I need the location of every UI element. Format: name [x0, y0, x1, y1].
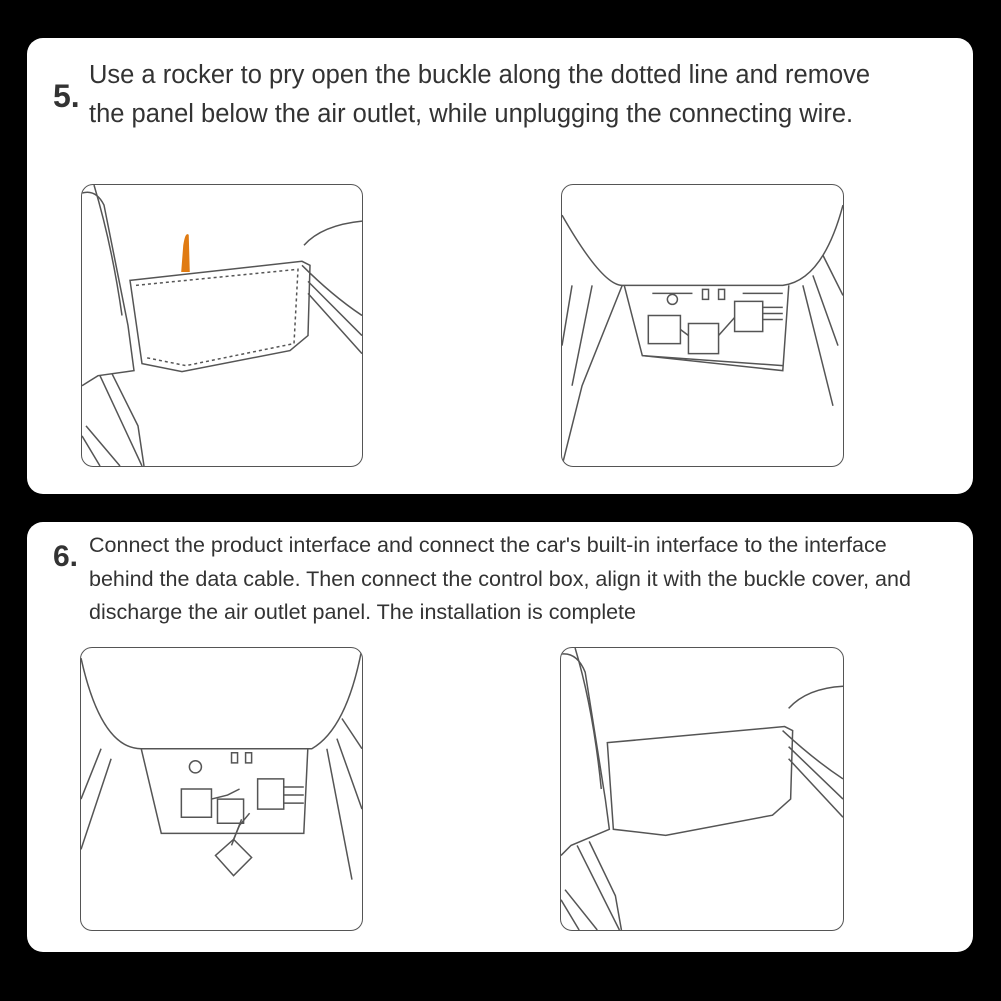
step-6-instruction: Connect the product interface and connect the car's built-in interface to the interface behind the data cable. Then connect the control box, align it with the buckle cover, and discharge the air outlet panel. The installation is complete: [89, 533, 911, 624]
step-5-instruction: Use a rocker to pry open the buckle along the dotted line and remove the panel below the air outlet, while unplugging the connecting wire.: [89, 61, 871, 128]
step-6-number: 6.: [53, 540, 79, 573]
step-6-illustration-control-box: [80, 647, 363, 931]
step-6-card: [27, 522, 973, 952]
step-6-illustration-panel-installed: [560, 647, 844, 931]
pry-tool-icon: [182, 235, 189, 271]
step-5-number: 5.: [53, 78, 80, 114]
step-5-card: [27, 38, 973, 494]
control-box-icon: [215, 839, 251, 875]
step-5-illustration-pry-panel: [81, 184, 363, 467]
step-5-illustration-connector: [561, 184, 844, 467]
